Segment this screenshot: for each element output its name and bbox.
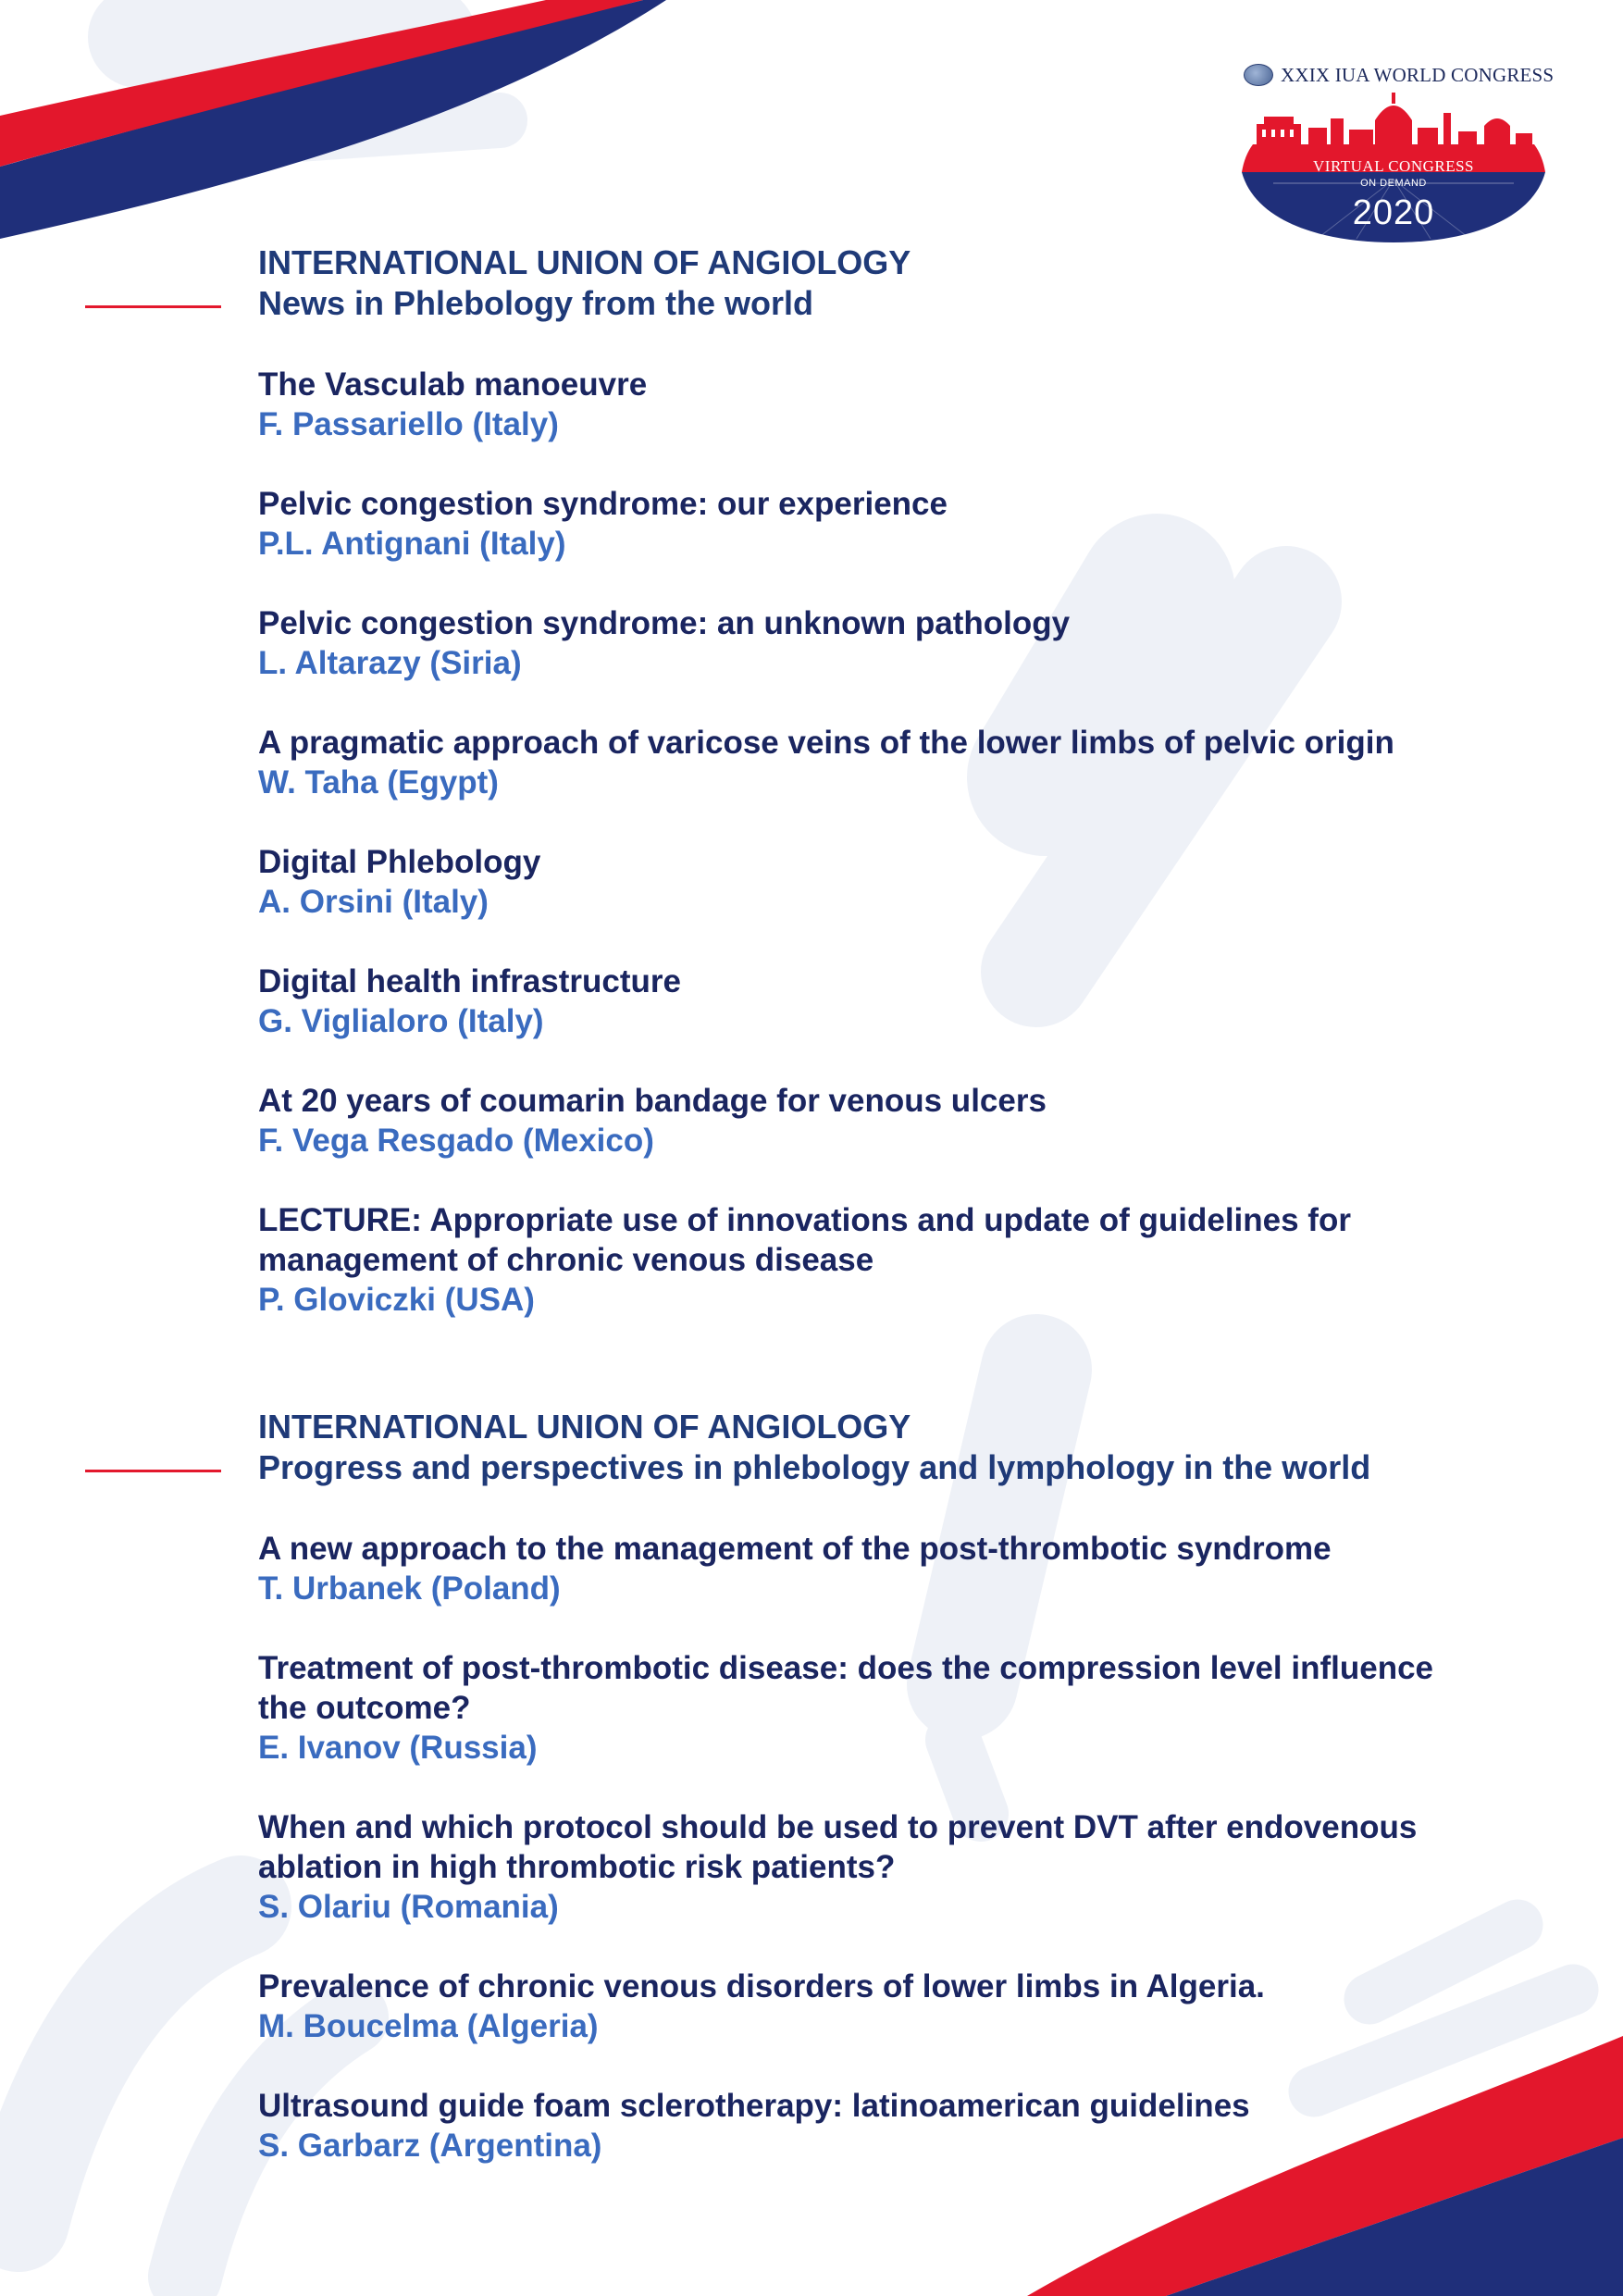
section-red-rule (85, 1470, 221, 1472)
section-subtitle: News in Phlebology from the world (258, 284, 814, 322)
talk-item (258, 1529, 1461, 1608)
talk-speaker: S. Olariu (Romania) (258, 1889, 559, 1925)
talk-speaker: F. Passariello (Italy) (258, 406, 559, 442)
globe-icon (1244, 64, 1273, 86)
talk-item (258, 603, 1461, 683)
section-organization: INTERNATIONAL UNION OF ANGIOLOGY (258, 1408, 911, 1446)
talk-speaker: W. Taha (Egypt) (258, 764, 499, 800)
section-subtitle: Progress and perspectives in phlebology and lymphology in the world (258, 1448, 1371, 1486)
talk-item (258, 365, 1461, 444)
logo-on-demand: ON DEMAND (1360, 178, 1427, 189)
talk-speaker: F. Vega Resgado (Mexico) (258, 1123, 654, 1159)
talk-speaker: T. Urbanek (Poland) (258, 1570, 561, 1607)
section-organization: INTERNATIONAL UNION OF ANGIOLOGY (258, 243, 911, 281)
congress-logo (1236, 57, 1555, 242)
talk-item (258, 1807, 1461, 1927)
talk-item (258, 1081, 1461, 1160)
talk-speaker: L. Altarazy (Siria) (258, 645, 522, 681)
talk-title: A pragmatic approach of varicose veins of the lower limbs of pelvic origin (258, 725, 1394, 761)
talk-title: Pelvic congestion syndrome: an unknown pathology (258, 605, 1071, 641)
logo-virtual-congress: VIRTUAL CONGRESS (1313, 157, 1474, 175)
talk-speaker: P. Gloviczki (USA) (258, 1282, 535, 1318)
talk-speaker: P.L. Antignani (Italy) (258, 526, 566, 562)
talk-title: Treatment of post-thrombotic disease: does the compression level influence the outcome? (258, 1650, 1433, 1726)
talk-title: Ultrasound guide foam sclerotherapy: latinoamerican guidelines (258, 2088, 1250, 2124)
talk-item (258, 1967, 1461, 2046)
talk-speaker: S. Garbarz (Argentina) (258, 2128, 602, 2164)
talk-title: Pelvic congestion syndrome: our experience (258, 486, 948, 522)
talk-list (258, 365, 1461, 1359)
talk-title: Prevalence of chronic venous disorders of lower limbs in Algeria. (258, 1968, 1265, 2004)
talk-item (258, 962, 1461, 1041)
talk-title: LECTURE: Appropriate use of innovations and update of guidelines for management of chronic venous disease (258, 1202, 1351, 1278)
talk-title: Digital health infrastructure (258, 963, 682, 999)
talk-speaker: E. Ivanov (Russia) (258, 1730, 538, 1766)
talk-speaker: M. Boucelma (Algeria) (258, 2008, 599, 2044)
talk-title: When and which protocol should be used to prevent DVT after endovenous ablation in high thrombotic risk patients? (258, 1809, 1418, 1885)
talk-speaker: A. Orsini (Italy) (258, 884, 489, 920)
talk-item (258, 723, 1461, 802)
logo-header (1244, 61, 1554, 89)
section-header (258, 242, 911, 324)
talk-list (258, 1529, 1461, 2205)
talk-title: Digital Phlebology (258, 844, 541, 880)
talk-item (258, 842, 1461, 922)
logo-title: XXIX IUA WORLD CONGRESS (1281, 63, 1555, 86)
talk-item-lecture (258, 1200, 1461, 1320)
section-header (258, 1407, 1370, 1488)
talk-title: A new approach to the management of the post-thrombotic syndrome (258, 1531, 1332, 1567)
talk-item (258, 484, 1461, 564)
section-red-rule (85, 305, 221, 308)
talk-title: The Vasculab manoeuvre (258, 366, 648, 403)
talk-title: At 20 years of coumarin bandage for venous ulcers (258, 1083, 1047, 1119)
talk-item (258, 2086, 1461, 2166)
talk-item (258, 1648, 1461, 1768)
talk-speaker: G. Viglialoro (Italy) (258, 1003, 544, 1039)
logo-year: 2020 (1352, 193, 1435, 232)
